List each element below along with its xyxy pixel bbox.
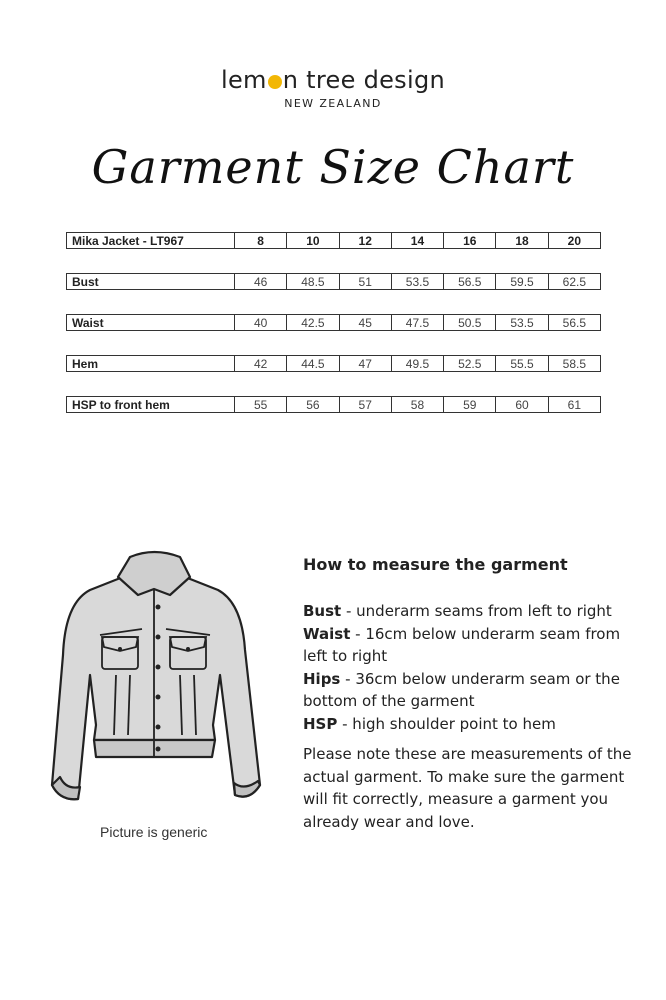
table-row [67, 356, 601, 372]
size-cell: 8 [235, 233, 287, 249]
value-cell: 49.5 [391, 356, 443, 372]
size-header-row [67, 233, 601, 249]
value-cell: 55 [235, 397, 287, 413]
product-name: Mika Jacket - LT967 [67, 233, 235, 249]
value-cell: 42 [235, 356, 287, 372]
size-cell: 12 [339, 233, 391, 249]
value-cell: 47 [339, 356, 391, 372]
size-cell: 10 [287, 233, 339, 249]
value-cell: 56.5 [548, 315, 600, 331]
value-cell: 59.5 [496, 274, 548, 290]
value-cell: 47.5 [391, 315, 443, 331]
hem-table [66, 355, 601, 372]
size-header-table [66, 232, 601, 249]
value-cell: 58 [391, 397, 443, 413]
table-row [67, 397, 601, 413]
value-cell: 57 [339, 397, 391, 413]
value-cell: 55.5 [496, 356, 548, 372]
value-cell: 40 [235, 315, 287, 331]
size-cell: 14 [391, 233, 443, 249]
value-cell: 56 [287, 397, 339, 413]
value-cell: 62.5 [548, 274, 600, 290]
value-cell: 44.5 [287, 356, 339, 372]
value-cell: 51 [339, 274, 391, 290]
instructions-heading: How to measure the garment [303, 555, 568, 574]
value-cell: 42.5 [287, 315, 339, 331]
instruction-item: HSP - high shoulder point to hem [303, 714, 556, 733]
value-cell: 46 [235, 274, 287, 290]
waist-table [66, 314, 601, 331]
instruction-item: Waist - 16cm below underarm seam from left to right [303, 624, 621, 665]
size-cell: 20 [548, 233, 600, 249]
value-cell: 45 [339, 315, 391, 331]
value-cell: 50.5 [444, 315, 496, 331]
jacket-icon [30, 545, 275, 810]
image-caption: Picture is generic [100, 824, 208, 840]
instruction-item: Hips - 36cm below underarm seam or the bottom of the garment [303, 669, 620, 710]
hsp-table [66, 396, 601, 413]
page-title [0, 125, 666, 205]
measurement-note: Please note these are measurements of the actual garment. To make sure the garment will fit correctly, measure a garment you already wear and love. [303, 745, 632, 831]
row-label: HSP to front hem [67, 397, 235, 413]
value-cell: 48.5 [287, 274, 339, 290]
value-cell: 58.5 [548, 356, 600, 372]
instruction-item: Bust - underarm seams from left to right [303, 602, 612, 620]
row-label: Waist [67, 315, 235, 331]
size-cell: 18 [496, 233, 548, 249]
value-cell: 52.5 [444, 356, 496, 372]
value-cell: 56.5 [444, 274, 496, 290]
brand-subtitle: NEW ZEALAND [284, 97, 382, 110]
brand-logo [0, 66, 666, 110]
row-label: Bust [67, 274, 235, 290]
table-row [67, 274, 601, 290]
row-label: Hem [67, 356, 235, 372]
value-cell: 59 [444, 397, 496, 413]
value-cell: 61 [548, 397, 600, 413]
value-cell: 60 [496, 397, 548, 413]
brand-name: lem n tree design [221, 66, 445, 94]
table-row [67, 315, 601, 331]
bust-table [66, 273, 601, 290]
svg-text:Garment Size Chart: Garment Size Chart [91, 140, 575, 194]
lemon-dot-icon [268, 75, 282, 89]
value-cell: 53.5 [391, 274, 443, 290]
value-cell: 53.5 [496, 315, 548, 331]
size-cell: 16 [444, 233, 496, 249]
measure-instructions [303, 555, 633, 833]
